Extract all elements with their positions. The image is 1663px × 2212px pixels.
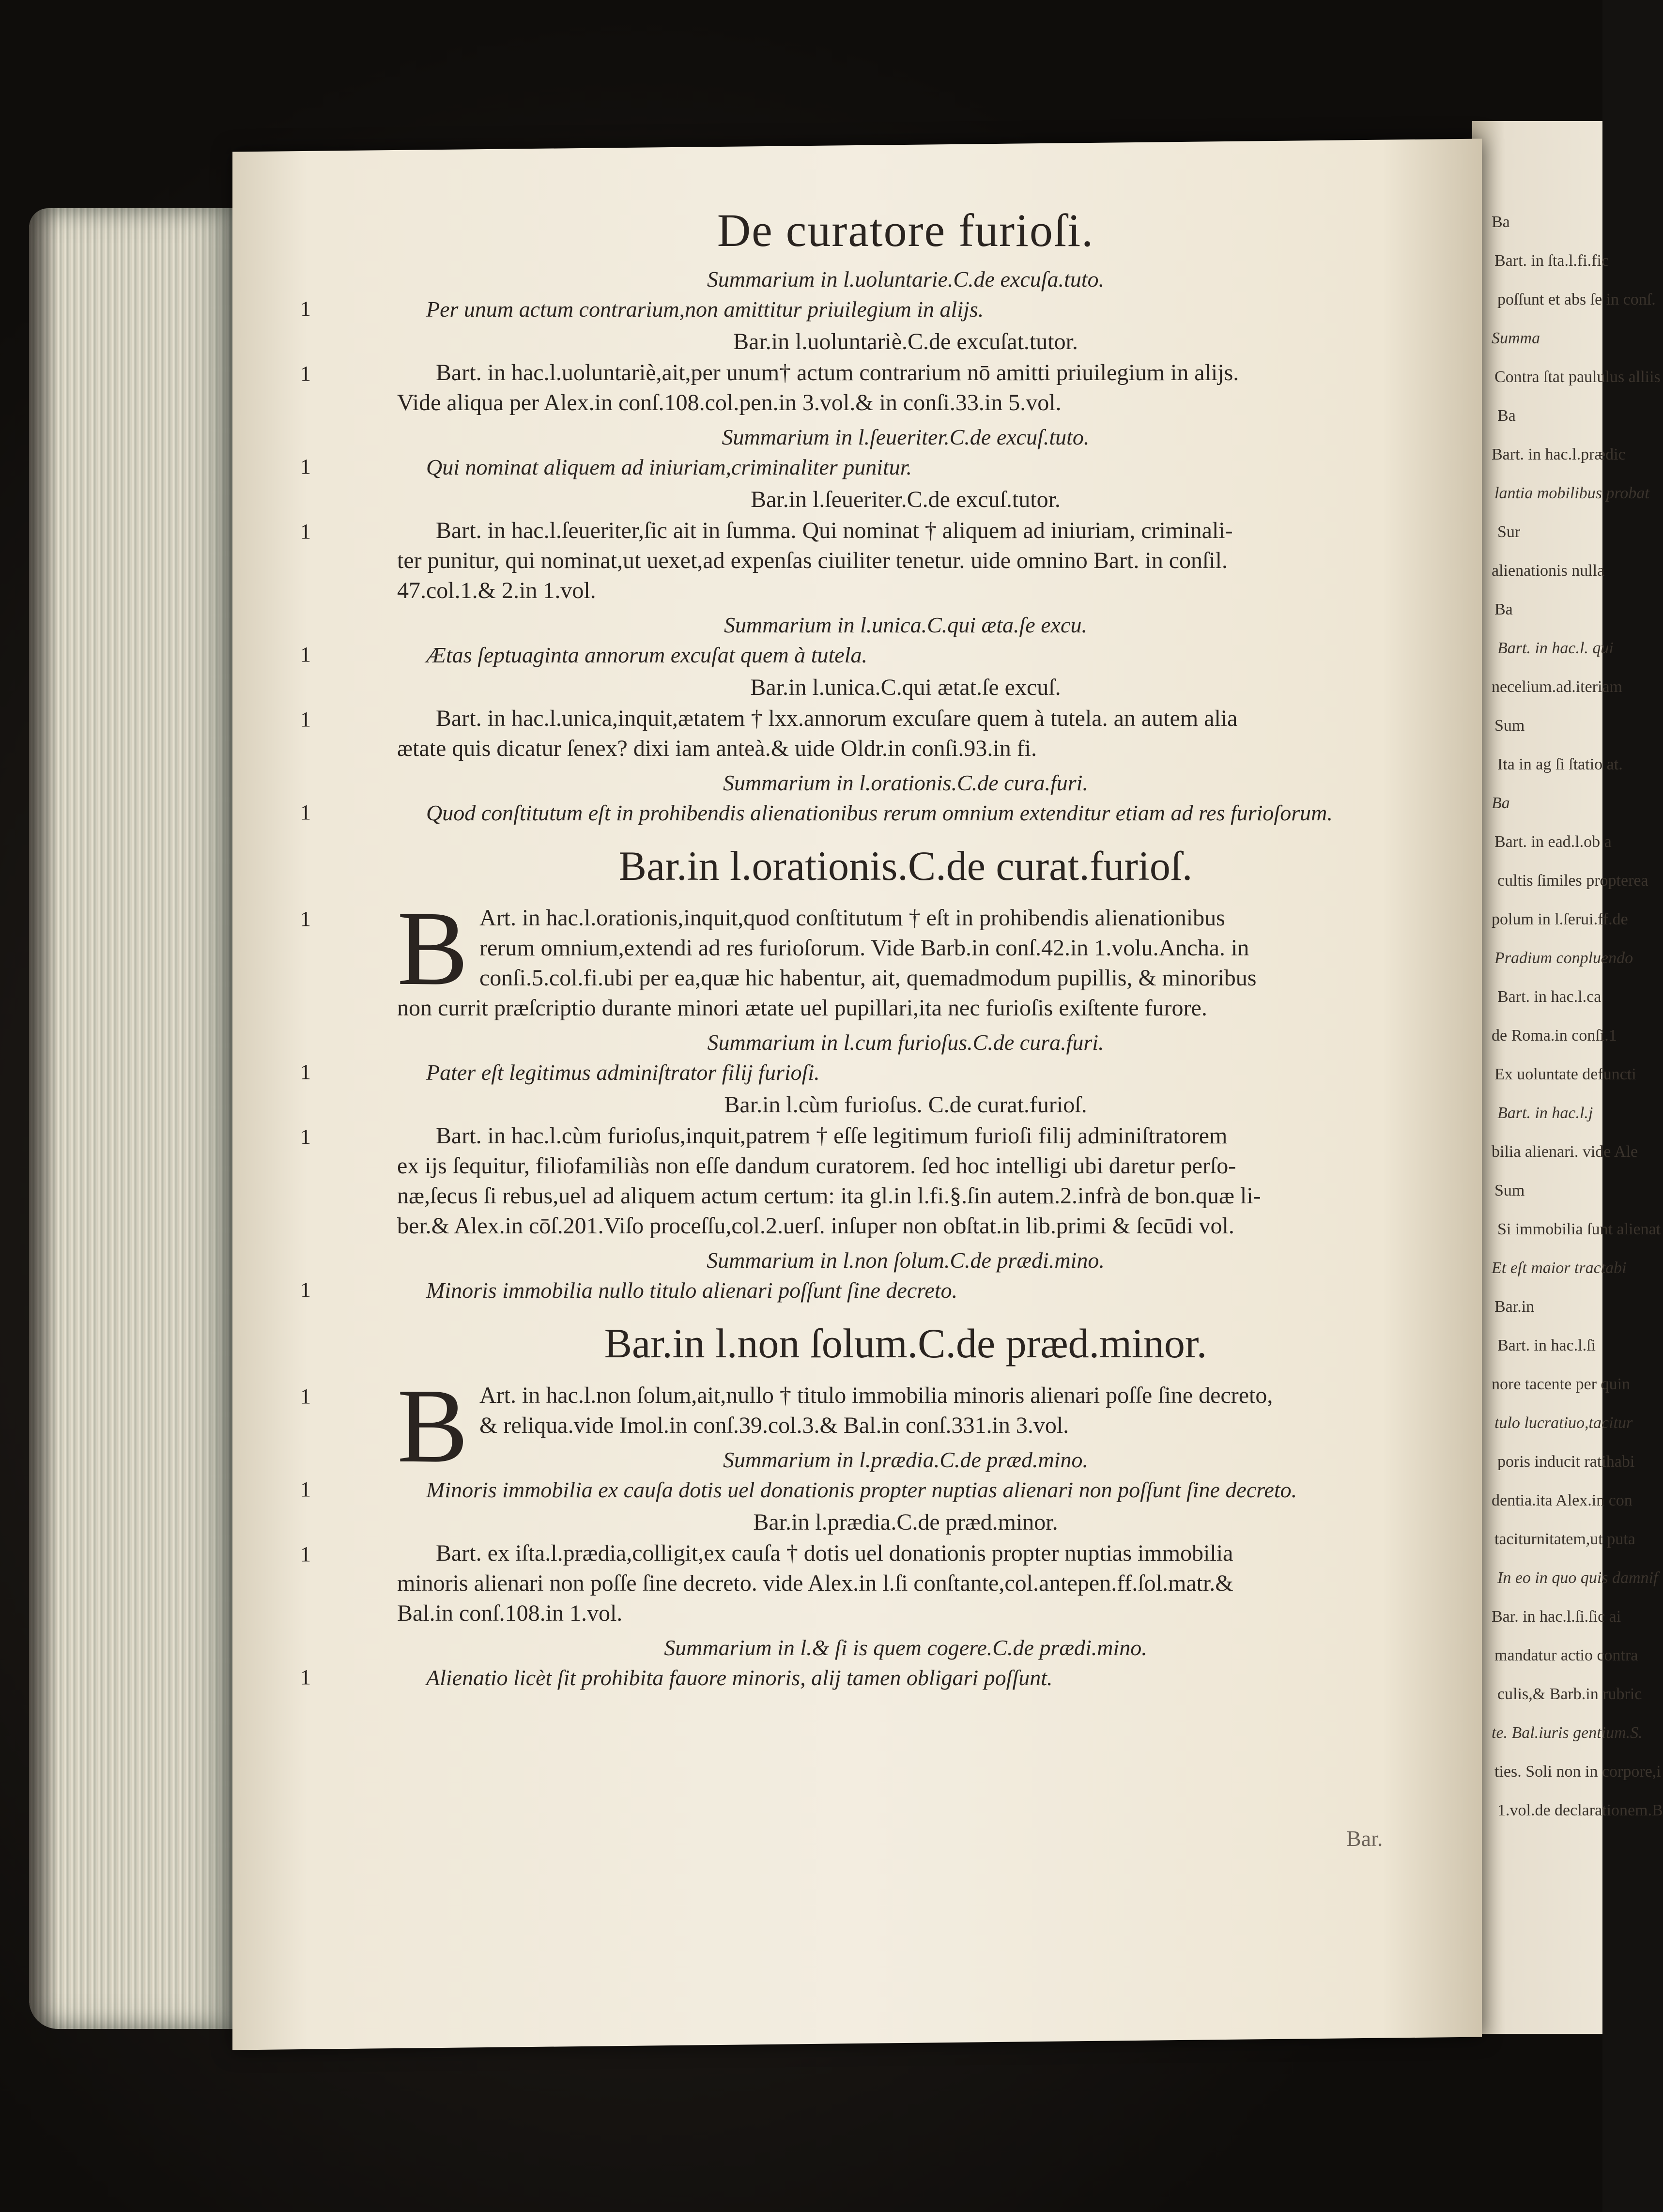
marginal-number: 1 bbox=[300, 1278, 311, 1302]
summary-item: Ætas ſeptuaginta annorum excuſat quem à tutela. bbox=[426, 643, 867, 667]
summarium-title: Summarium in l.prædia.C.de præd.mino. bbox=[723, 1447, 1088, 1472]
book-fore-edge bbox=[29, 208, 232, 2029]
body-line: ætate quis dicatur ſenex? dixi iam anteà.& uide Oldr.in conſi.93.in fi. bbox=[397, 736, 1037, 761]
rubric-line: Bar.in l.cùm furioſus. C.de curat.furioſ. bbox=[724, 1092, 1087, 1118]
body-line: ber.& Alex.in cōſ.201.Viſo proceſſu,col.2.uerſ. inſuper non obſtat.in lib.primi & ſecūdi vol. bbox=[397, 1213, 1234, 1239]
summary-item: Per unum actum contrarium,non amittitur priuilegium in alijs. bbox=[426, 297, 984, 322]
rubric-line: Bar.in l.ſeueriter.C.de excuſ.tutor. bbox=[751, 487, 1061, 512]
right-page bbox=[1472, 121, 1663, 2034]
marginal-number: 1 bbox=[300, 520, 311, 543]
right-page-fragment: Bart. in ead.l.ob a bbox=[1494, 833, 1612, 851]
drop-capital: B bbox=[397, 1367, 468, 1485]
rubric-line: Bar.in l.prædia.C.de præd.minor. bbox=[753, 1509, 1058, 1535]
right-page-fragment: cultis ſimiles propterea bbox=[1497, 872, 1648, 890]
running-head: De curatore furioſi. bbox=[717, 204, 1094, 256]
body-line: Bart. in hac.l.uoluntariè,ait,per unum† actum contrarium nō amitti priuilegium in alijs. bbox=[436, 360, 1239, 385]
summary-item: Alienatio licèt ſit prohibita fauore minoris, alij tamen obligari poſſunt. bbox=[426, 1665, 1053, 1690]
marginal-number: 1 bbox=[300, 1060, 311, 1084]
right-page-fragment: Bart. in hac.l.ca bbox=[1497, 988, 1601, 1006]
right-page-fragment: Pradium conpluendo bbox=[1494, 949, 1633, 967]
body-line: Bart. in hac.l.cùm furioſus,inquit,patrem † eſſe legitimum furioſi filij adminiſtratorem bbox=[436, 1123, 1228, 1149]
summarium-title: Summarium in l.orationis.C.de cura.furi. bbox=[723, 770, 1088, 795]
body-line: minoris alienari non poſſe ſine decreto. vide Alex.in l.ſi conſtante,col.antepen.ff.ſol.matr.& bbox=[397, 1570, 1233, 1596]
body-line: Bart. in hac.l.unica,inquit,ætatem † lxx.annorum excuſare quem à tutela. an autem alia bbox=[436, 706, 1238, 731]
right-page-fragment: alienationis nulla bbox=[1492, 562, 1605, 580]
body-line: & reliqua.vide Imol.in conſ.39.col.3.& Bal.in conſ.331.in 3.vol. bbox=[479, 1413, 1069, 1438]
right-page-fragment: In eo in quo quis damnif bbox=[1497, 1569, 1658, 1587]
marginal-number: 1 bbox=[300, 1125, 311, 1149]
right-page-fragment: Ba bbox=[1492, 213, 1510, 231]
right-page-fragment: poſſunt et abs ſe in conſ. bbox=[1497, 291, 1656, 308]
body-line: ex ijs ſequitur, filiofamiliàs non eſſe dandum curatorem. ſed hoc intelligi ubi daretur perſo- bbox=[397, 1153, 1236, 1179]
summarium-title: Summarium in l.& ſi is quem cogere.C.de prædi.mino. bbox=[664, 1635, 1147, 1660]
body-line: non currit præſcriptio durante minori ætate uel pupillari,ita nec furioſis exiſtente furore. bbox=[397, 995, 1207, 1021]
summary-item: Pater eſt legitimus adminiſtrator filij furioſi. bbox=[426, 1060, 820, 1085]
summary-item: Qui nominat aliquem ad iniuriam,criminaliter punitur. bbox=[426, 455, 912, 479]
body-line: ter punitur, qui nominat,ut uexet,ad expenſas ciuiliter tenetur. uide omnino Bart. in conſil. bbox=[397, 548, 1228, 573]
right-page-fragment: taciturnitatem,ut puta bbox=[1494, 1530, 1635, 1548]
right-page-fragment: de Roma.in conſi.1 bbox=[1492, 1027, 1617, 1045]
right-page-fragment: Sum bbox=[1494, 717, 1525, 735]
body-line: Art. in hac.l.orationis,inquit,quod conſtitutum † eſt in prohibendis alienationibus bbox=[479, 905, 1225, 931]
right-page-fragment: necelium.ad.iteriam bbox=[1492, 678, 1622, 696]
marginal-number: 1 bbox=[300, 1542, 311, 1566]
body-line: Bal.in conſ.108.in 1.vol. bbox=[397, 1600, 623, 1626]
marginal-number: 1 bbox=[300, 800, 311, 824]
right-page-fragment: Ex uoluntate defuncti bbox=[1494, 1065, 1636, 1083]
right-page-fragment: lantia mobilibus probat bbox=[1494, 484, 1649, 502]
right-page-fragment: Sur bbox=[1497, 523, 1521, 541]
marginal-number: 1 bbox=[300, 707, 311, 731]
right-page-fragment: Ba bbox=[1492, 794, 1510, 812]
marginal-number: 1 bbox=[300, 297, 311, 321]
summary-item: Minoris immobilia nullo titulo alienari poſſunt ſine decreto. bbox=[426, 1278, 958, 1303]
right-page-fragment: polum in l.ſerui.ff.de bbox=[1492, 910, 1628, 928]
body-line: næ,ſecus ſi rebus,uel ad aliquem actum certum: ita gl.in l.fi.§.ſin autem.2.infrà de bon.quæ li- bbox=[397, 1183, 1261, 1209]
marginal-number: 1 bbox=[300, 1665, 311, 1689]
summarium-title: Summarium in l.uoluntarie.C.de excuſa.tuto. bbox=[707, 267, 1105, 292]
summarium-title: Summarium in l.non ſolum.C.de prædi.mino. bbox=[707, 1248, 1105, 1273]
right-page-fragment: Ita in ag ſi ſtatio at. bbox=[1497, 755, 1623, 773]
drop-capital: B bbox=[397, 889, 468, 1007]
marginal-number: 1 bbox=[300, 1477, 311, 1501]
right-page-fragment: Summa bbox=[1492, 329, 1540, 347]
right-page-fragment: Bart. in hac.l. qui bbox=[1497, 639, 1614, 657]
right-page-fragment: Bart. in hac.l.ſi bbox=[1497, 1336, 1596, 1354]
right-page-fragment: mandatur actio contra bbox=[1494, 1646, 1638, 1664]
right-page-fragment: nore tacente per quin bbox=[1492, 1375, 1631, 1393]
right-page-fragment: Bart. in ſta.l.fi.fic bbox=[1494, 252, 1609, 270]
marginal-number: 1 bbox=[300, 455, 311, 478]
right-page-fragment: poris inducit ratihabi bbox=[1497, 1453, 1635, 1471]
section-heading: Bar.in l.non ſolum.C.de præd.minor. bbox=[604, 1320, 1207, 1367]
right-page-fragment: Bar.in bbox=[1494, 1298, 1535, 1316]
body-line: Bart. ex iſta.l.prædia,colligit,ex cauſa † dotis uel donationis propter nuptias immobilia bbox=[436, 1540, 1233, 1566]
right-page-fragment: bilia alienari. vide Ale bbox=[1492, 1143, 1638, 1161]
summary-item: Quod conſtitutum eſt in prohibendis alienationibus rerum omnium extenditur etiam ad res furioſorum. bbox=[426, 800, 1333, 825]
rubric-line: Bar.in l.uoluntariè.C.de excuſat.tutor. bbox=[733, 329, 1078, 354]
right-page-fragment: 1.vol.de declarationem.B bbox=[1497, 1801, 1663, 1819]
marginal-number: 1 bbox=[300, 362, 311, 385]
right-page-fragment: Sum bbox=[1494, 1182, 1525, 1199]
right-page-fragment: Et eſt maior tractabi bbox=[1492, 1259, 1627, 1277]
right-page-fragment: Bar. in hac.l.ſi.ſic ai bbox=[1492, 1608, 1621, 1626]
body-line: Bart. in hac.l.ſeueriter,ſic ait in ſumma. Qui nominat † aliquem ad iniuriam, criminali- bbox=[436, 518, 1233, 543]
right-page-fragment: Contra ſtat paululus alliis bbox=[1494, 368, 1661, 386]
summarium-title: Summarium in l.unica.C.qui æta.ſe excu. bbox=[724, 613, 1087, 637]
right-page-fragment: Ba bbox=[1497, 407, 1516, 425]
right-page-fragment: Bart. in hac.l.j bbox=[1497, 1104, 1593, 1122]
right-page-fragment: dentia.ita Alex.in con bbox=[1492, 1491, 1632, 1509]
right-page-fragment: Si immobilia ſunt alienat bbox=[1497, 1220, 1661, 1238]
right-page-fragment: ties. Soli non in corpore,i bbox=[1494, 1763, 1661, 1781]
right-page-fragment: Ba bbox=[1494, 600, 1513, 618]
right-page-fragment: te. Bal.iuris gentium.S. bbox=[1492, 1724, 1643, 1742]
marginal-number: 1 bbox=[300, 907, 311, 931]
body-line: Art. in hac.l.non ſolum,ait,nullo † titulo immobilia minoris alienari poſſe ſine decreto, bbox=[479, 1382, 1273, 1408]
section-heading: Bar.in l.orationis.C.de curat.furioſ. bbox=[618, 843, 1193, 889]
marginal-number: 1 bbox=[300, 643, 311, 666]
body-line: Vide aliqua per Alex.in conſ.108.col.pen.in 3.vol.& in conſi.33.in 5.vol. bbox=[397, 390, 1062, 415]
right-page-fragment: culis,& Barb.in rubric bbox=[1497, 1685, 1642, 1703]
summarium-title: Summarium in l.ſeueriter.C.de excuſ.tuto. bbox=[722, 425, 1090, 449]
rubric-line: Bar.in l.unica.C.qui ætat.ſe excuſ. bbox=[750, 675, 1061, 700]
summarium-title: Summarium in l.cum furioſus.C.de cura.furi. bbox=[707, 1030, 1104, 1055]
summary-item: Minoris immobilia ex cauſa dotis uel donationis propter nuptias alienari non poſſunt ſine decreto. bbox=[426, 1477, 1297, 1502]
body-line: conſi.5.col.fi.ubi per ea,quæ hic habentur, ait, quemadmodum pupillis, & minoribus bbox=[479, 965, 1257, 991]
marginal-number: 1 bbox=[300, 1384, 311, 1408]
right-page-fragment: tulo lucratiuo,tacitur bbox=[1494, 1414, 1633, 1432]
body-line: rerum omnium,extendi ad res furioſorum. Vide Barb.in conſ.42.in 1.volu.Ancha. in bbox=[479, 935, 1249, 961]
right-page-fragment: Bart. in hac.l.prædic bbox=[1492, 445, 1626, 463]
catchword: Bar. bbox=[1346, 1826, 1383, 1851]
body-line: 47.col.1.& 2.in 1.vol. bbox=[397, 578, 596, 603]
